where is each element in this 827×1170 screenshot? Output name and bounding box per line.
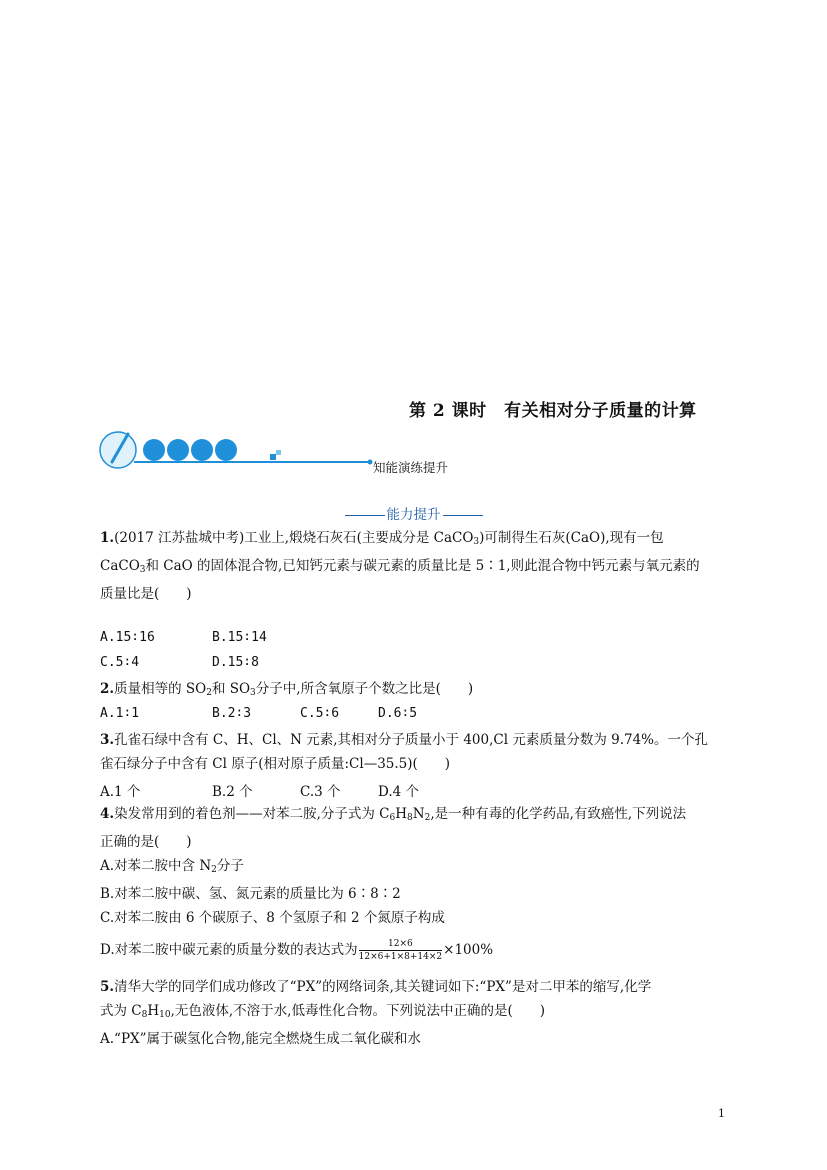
page-title: 第 2 课时 有关相对分子质量的计算	[409, 401, 697, 421]
option-b: B.对苯二胺中碳、氢、氮元素的质量比为 6∶8∶2	[100, 886, 401, 902]
option-c: C.5∶4	[100, 655, 140, 670]
divider	[345, 515, 385, 516]
option-a: A.1∶1	[100, 706, 140, 721]
question-1: 1.(2017 江苏盐城中考)工业上,煅烧石灰石(主要成分是 CaCO$_3$)可制得生石灰(CaO),现有一包 CaCO$_3$和 CaO 的固体混合物,已知钙元素与碳元素的质量比是 5∶1,则此混合物中钙元素与氧元素的 质量比是( )	[100, 530, 700, 602]
option-a: A.1 个	[100, 784, 141, 800]
option-c: C.对苯二胺由 6 个碳原子、8 个氢原子和 2 个氮原子构成	[100, 910, 445, 926]
banner-label: 知能演练提升	[373, 460, 449, 475]
section-heading: 能力提升	[0, 503, 827, 523]
question-3: 3.孔雀石绿中含有 C、H、Cl、N 元素,其相对分子质量小于 400,Cl 元素质量分数为 9.74%。一个孔 雀石绿分子中含有 Cl 原子(相对原子质量:Cl—35.5)( )	[100, 732, 708, 772]
option-a: A.对苯二胺中含 $N_2$分子	[100, 858, 244, 875]
question-2: 2.质量相等的 $SO_2$和 $SO_3$分子中,所含氧原子个数之比是( )	[100, 681, 474, 698]
option-c: C.3 个	[300, 784, 341, 800]
question-5: 5.清华大学的同学们成功修改了“PX”的网络词条,其关键词如下:“PX”是对二甲苯的缩写,化学 式为 $C_8H_{10}$,无色液体,不溶于水,低毒性化合物。下列说法中正确的是( ) A.“PX”属于碳氢化合物,能完全燃烧生成二氧化碳和水	[100, 975, 730, 1051]
divider	[443, 515, 483, 516]
option-d: D.6∶5	[378, 706, 418, 721]
option-a: A.15∶16	[100, 630, 155, 645]
small-square-icon	[270, 454, 276, 460]
fraction: $\frac{12\times 6}{12\times 6+1\times 8+14\times 2}$	[358, 939, 443, 962]
option-a: A.“PX”属于碳氢化合物,能完全燃烧生成二氧化碳和水	[100, 1031, 421, 1047]
question-4-option-d: D.对苯二胺中碳元素的质量分数的表达式为 $\frac{12\times 6}{12\times 6+1\times 8+14\times 2}$ ×100%	[100, 939, 494, 962]
option-d: D.4 个	[378, 784, 420, 800]
option-b: B.2 个	[212, 784, 253, 800]
question-4: 4.染发常用到的着色剂——对苯二胺,分子式为 $C_6H_8N_2$,是一种有毒的化学药品,有致癌性,下列说法 正确的是( ) A.对苯二胺中含 $N_2$分子 B.对苯二胺中碳、氢、氮元素的质量比为 6∶8∶2 C.对苯二胺由 6 个碳原子、8 个氢原子和 2 个氮原子构成	[100, 802, 730, 930]
option-b: B.2∶3	[212, 706, 252, 721]
option-c: C.5∶6	[300, 706, 340, 721]
option-d: D.15∶8	[212, 655, 259, 670]
page-number: 1	[718, 1107, 725, 1120]
option-b: B.15∶14	[212, 630, 267, 645]
